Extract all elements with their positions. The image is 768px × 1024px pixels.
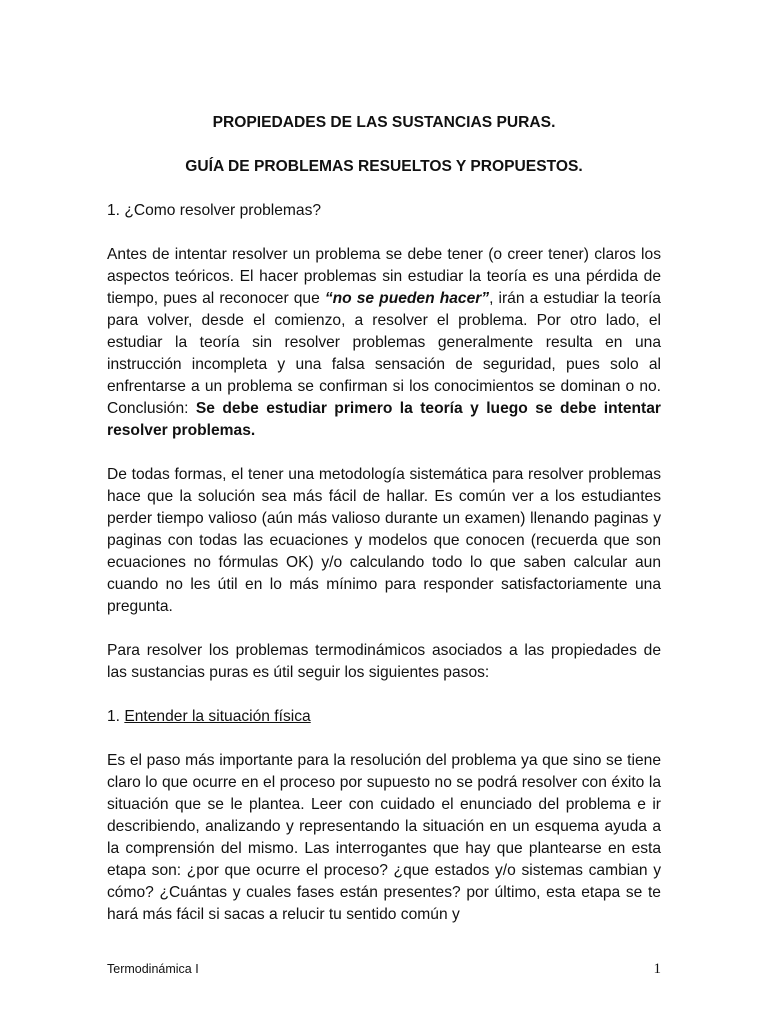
paragraph-4: Es el paso más importante para la resolución del problema ya que sino se tiene claro lo que ocurre en el proceso por supuesto no se podrá resolver con éxito la situación que se le plantea. Leer con cuidado el enunciado del problema e ir describiendo, analizando y representando la situación en un esquema ayuda a la comprensión del mismo. Las interrogantes que hay que plantearse en esta etapa son: ¿por que ocurre el proceso? ¿que estados y/o sistemas cambian y cómo? ¿Cuántas y cuales fases están presentes? por último, esta etapa se te hará más fácil si sacas a relucir tu sentido común y [107,752,661,923]
document-page [107,112,661,948]
paragraph-1-quote: “no se pueden hacer” [324,290,490,307]
paragraph-2: De todas formas, el tener una metodología sistemática para resolver problemas hace que la solución sea más fácil de hallar. Es común ver a los estudiantes perder tiempo valioso (aún más valioso durante un examen) llenando paginas y paginas con todas las ecuaciones y modelos que conocen (recuerda que son ecuaciones no fórmulas OK) y/o calculando todo lo que saben calcular aun cuando no les útil en lo más mínimo para responder satisfactoriamente una pregunta. [107,466,661,615]
paragraph-1-text-b: , irán a estudiar la teoría para volver, desde el comienzo, a resolver el problema. Por otro lado, el estudiar la teoría sin resolver problemas generalmente resulta en una instrucción incompleta y una falsa sensación de seguridad, pues solo al enfrentarse a un problema se confirman si los conocimientos se dominan o no. Conclusión: [107,290,661,417]
paragraph-1-text-a: Antes de intentar resolver un problema se debe tener (o creer tener) claros los aspectos teóricos. El hacer problemas sin estudiar la teoría es una pérdida de tiempo, pues al reconocer que [107,246,661,307]
paragraph-1 [107,244,661,442]
step-1-label: Entender la situación física [124,708,311,725]
section-heading: 1. ¿Como resolver problemas? [107,202,322,219]
footer-page-number: 1 [653,961,661,977]
step-1-number: 1. [107,708,125,725]
step-1-heading [107,706,661,728]
document-subtitle: GUÍA DE PROBLEMAS RESUELTOS Y PROPUESTOS. [185,158,583,175]
paragraph-1-conclusion: Se debe estudiar primero la teoría y luego se debe intentar resolver problemas. [107,400,661,439]
footer-course-name: Termodinámica I [107,962,199,976]
document-title: PROPIEDADES DE LAS SUSTANCIAS PURAS. [212,114,556,131]
paragraph-3: Para resolver los problemas termodinámicos asociados a las propiedades de las sustancias puras es útil seguir los siguientes pasos: [107,642,661,681]
